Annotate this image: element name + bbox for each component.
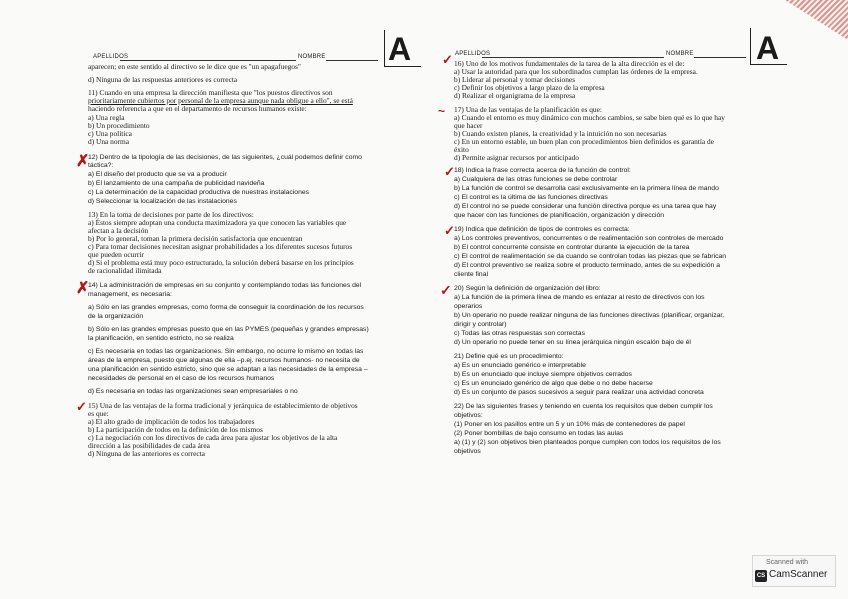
left-line: 14) La administración de empresas en su conjunto y contemplando todas las funciones del xyxy=(88,282,362,289)
right-line: b) Un operario no puede realizar ninguna de las funciones directivas (planificar, organizar, xyxy=(454,312,725,319)
right-line: b) Es un enunciado que incluye siempre objetivos cerrados xyxy=(454,371,632,378)
left-line: d) Ninguna de las anteriores es correcta xyxy=(88,449,205,458)
left-nombre-label: NOMBRE xyxy=(298,54,326,60)
right-line: 19) Indica que definición de tipos de controles es correcta: xyxy=(454,226,630,233)
left-line: c) La determinación de la capacidad productiva de nuestras instalaciones xyxy=(88,189,310,196)
right-line: (1) Poner en los pasillos entre un 5 y un 10% más de contenedores de papel xyxy=(454,421,685,428)
red-check-mark-icon: ✓ xyxy=(76,399,87,414)
left-line: haciendo referencia a que en el departamento de recursos humanos existe: xyxy=(88,104,307,113)
right-line: a) Cualquiera de las otras funciones se debe controlar xyxy=(454,176,618,183)
right-line: 22) De las siguientes frases y teniendo en cuenta los requisitos que deben cumplir los xyxy=(454,403,713,410)
left-line: d) Una norma xyxy=(88,137,130,146)
right-apellidos-label: APELLIDOS xyxy=(455,51,491,57)
right-line: a) (1) y (2) son objetivos bien planteados porque cumplen con todos los requisitos de los xyxy=(454,439,721,446)
left-nombre-line xyxy=(326,60,378,61)
right-line: 16) Uno de los motivos fundamentales de la tarea de la alta dirección es el de: xyxy=(454,59,685,68)
left-line: c) La negociación con los directivos de cada área para ajustar los objetivos de la alta xyxy=(88,433,338,442)
left-line: a) Sólo en las grandes empresas, como forma de conseguir la coordinación de los recursos xyxy=(88,304,364,311)
left-line: la planificación, en sentido estricto, no se realiza xyxy=(88,335,234,342)
camscanner-label: CamScanner xyxy=(769,569,828,580)
left-exam-letter: A xyxy=(388,31,412,67)
right-line: a) Los controles preventivos, concurrentes o de realimentación son controles de mercado xyxy=(454,235,724,242)
left-line: d) Ninguna de las respuestas anteriores es correcta xyxy=(88,75,238,84)
right-line: 20) Según la definición de organización del libro: xyxy=(454,285,601,292)
left-line: necesidades de personal en el caso de los recursos humanos xyxy=(88,375,275,382)
right-line: c) Es un enunciado genérico de algo que debe o no debe hacerse xyxy=(454,380,653,387)
left-line: afectan a la decisión xyxy=(88,226,149,235)
camscanner-watermark xyxy=(752,555,836,587)
right-line: b) Cuando existen planes, la creatividad y la intuición no son necesarias xyxy=(454,129,667,138)
left-line: d) Si el problema está muy poco estructurado, la solución deberá basarse en los principios xyxy=(88,258,354,267)
right-line: c) El control es la última de las funciones directivas xyxy=(454,194,608,201)
right-line: d) El control no se puede considerar una función directiva porque es una tarea que hay xyxy=(454,203,717,210)
right-line: d) Permite asignar recursos por anticipado xyxy=(454,153,579,162)
left-line: prioritariamente cubiertos por personal de la empresa aunque nada obligue a ello", se está xyxy=(88,96,353,105)
right-line: c) El control de realimentación se da cuando se controlan todas las piezas que se fabrican xyxy=(454,253,727,260)
right-line: cliente final xyxy=(454,271,489,278)
left-line: de racionalidad ilimitada xyxy=(88,266,162,275)
left-line: dirección a las posibilidades de cada área xyxy=(88,441,210,450)
red-check-mark-icon: ✓ xyxy=(440,282,452,298)
left-line: a) Una regla xyxy=(88,113,125,122)
right-line: d) Realizar el organigrama de la empresa xyxy=(454,91,576,100)
camscanner-logo-icon: CS xyxy=(755,570,767,582)
red-check-mark-icon: ✓ xyxy=(444,164,455,179)
right-line: 18) Indica la frase correcta acerca de la función de control: xyxy=(454,167,631,174)
red-check-mark-icon: ✓ xyxy=(444,223,455,238)
right-nombre-label: NOMBRE xyxy=(666,51,694,57)
left-line: b) Por lo general, toman la primera decisión satisfactoria que encuentran xyxy=(88,234,303,243)
red-cross-mark-icon: ✗ xyxy=(76,153,90,170)
right-line: a) Cuando el entorno es muy dinámico con muchos cambios, se sabe bien qué es lo que hay xyxy=(454,113,725,122)
right-nombre-line xyxy=(694,57,746,58)
left-line: b) Sólo en las grandes empresas puesto que en las PYMES (pequeñas y grandes empresas) xyxy=(88,326,369,333)
right-line: c) En un entorno estable, un buen plan con procedimientos bien definidos es garantía de xyxy=(454,137,715,146)
left-line: que pueden ocurrir xyxy=(88,250,144,259)
red-check-mark-icon: ✓ xyxy=(442,52,453,67)
left-line: d) Seleccionar la localización de las instalaciones xyxy=(88,198,237,205)
right-line: a) Es un enunciado genérico e interpretable xyxy=(454,362,586,369)
right-line: b) El control concurrente consiste en controlar durante la ejecución de la tarea xyxy=(454,244,690,251)
right-line: objetivos: xyxy=(454,412,483,419)
left-line: b) La participación de todos en la definición de los mismos xyxy=(88,425,263,434)
left-line: 15) Una de las ventajas de la forma tradicional y jerárquica de establecimiento de objetivos xyxy=(88,401,358,410)
right-line: que hacer con las funciones de planificación, organización y dirección xyxy=(454,212,665,219)
right-line: d) Un operario no puede tener en su línea jerárquica ningún escalón bajo de él xyxy=(454,339,691,346)
right-line: d) Es un conjunto de pasos sucesivos a seguir para realizar una actividad concreta xyxy=(454,389,704,396)
left-line: a) El diseño del producto que se va a producir xyxy=(88,171,227,178)
left-apellidos-line xyxy=(120,60,296,61)
right-line: b) La función de control se desarrolla casi exclusivamente en la primera línea de mando xyxy=(454,185,719,192)
right-line: operarios xyxy=(454,303,483,310)
right-line: 21) Define qué es un procedimiento: xyxy=(454,353,564,360)
left-line: a) El alto grado de implicación de todos los trabajadores xyxy=(88,417,255,426)
right-line: éxito xyxy=(454,145,469,154)
left-line: 13) En la toma de decisiones por parte de los directivos: xyxy=(88,210,254,219)
right-line: d) El control preventivo se realiza sobre el producto terminado, antes de su expedición a xyxy=(454,262,720,269)
right-line: (2) Poner bombillas de bajo consumo en todas las aulas xyxy=(454,430,624,437)
left-line: táctica?: xyxy=(88,162,114,169)
left-line: 12) Dentro de la tipología de las decisiones, de las siguientes, ¿cuál podemos definir como xyxy=(88,154,362,161)
left-apellidos-label: APELLIDOS xyxy=(93,54,129,60)
right-line: c) Definir los objetivos a largo plazo de la empresa xyxy=(454,83,605,92)
right-line: objetivos xyxy=(454,448,481,455)
left-line: a) Éstos siempre adoptan una conducta maximizadora ya que conocen las variables que xyxy=(88,218,347,227)
left-line: d) Es necesaria en todas las organizaciones sean empresariales o no xyxy=(88,388,298,395)
left-line: b) El lanzamiento de una campaña de publicidad navideña xyxy=(88,180,265,187)
right-line: c) Todas las otras respuestas son correctas xyxy=(454,330,585,337)
right-line: dirigir y controlar) xyxy=(454,321,507,328)
left-line: es que: xyxy=(88,409,109,418)
left-line: management, es necesaria: xyxy=(88,291,172,298)
right-line: que hacer xyxy=(454,121,483,130)
right-line: a) La función de la primera línea de mando es enlazar al resto de directivos con los xyxy=(454,294,705,301)
right-line: b) Liderar al personal y tomar decisiones xyxy=(454,75,576,84)
scanned-with-label: Scanned with xyxy=(766,559,809,566)
left-line: 11) Cuando en una empresa la dirección manifiesta que "los puestos directivos son xyxy=(88,88,333,97)
red-scribble-mark-icon: ~ xyxy=(438,104,446,118)
left-line: aparecen; en este sentido al directivo se le dice que es "un apagafuegos" xyxy=(88,62,301,71)
right-line: a) Usar la autoridad para que los subordinados cumplan las órdenes de la empresa. xyxy=(454,67,698,76)
red-cross-mark-icon: ✗ xyxy=(76,280,90,297)
left-line: áreas de la empresa, puesto que algunas de ella –p.ej. recursos humanos- no necesita de xyxy=(88,357,360,364)
left-line: c) Para tomar decisiones necesitan asignar probabilidades a los diferentes sucesos futuros xyxy=(88,242,353,251)
right-exam-letter: A xyxy=(756,30,780,66)
left-line: b) Un procedimiento xyxy=(88,121,150,130)
right-apellidos-line xyxy=(482,57,664,58)
left-line: de la organización xyxy=(88,313,144,320)
right-line: 17) Una de las ventajas de la planificación es que: xyxy=(454,105,602,114)
left-line: c) Es necesaria en todas las organizaciones. Sin embargo, no ocurre lo mismo en todas las xyxy=(88,348,364,355)
left-line: una planificación en sentido estricto, sino que se adaptan a las necesidades de la empresa – xyxy=(88,366,368,373)
left-line: c) Una política xyxy=(88,129,132,138)
